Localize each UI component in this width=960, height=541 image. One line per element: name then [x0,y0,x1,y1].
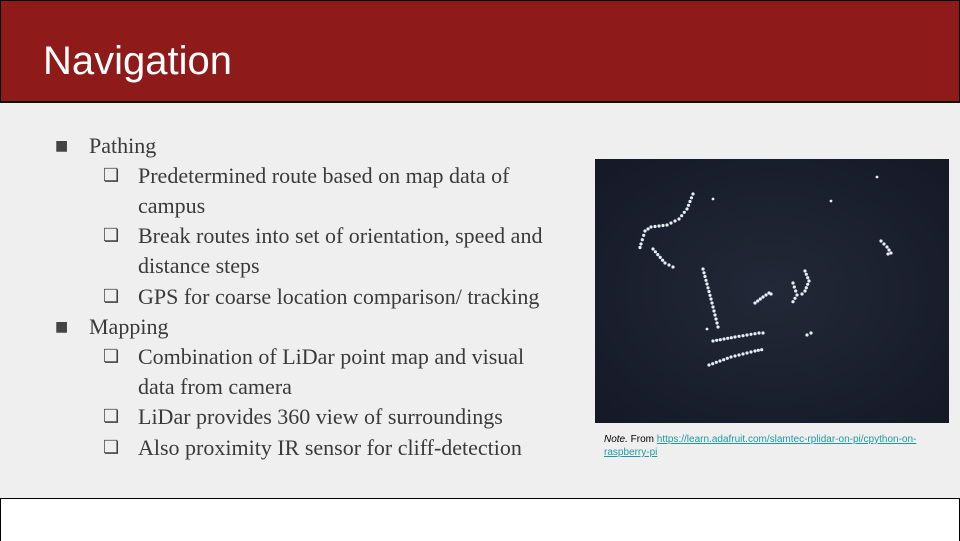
lidar-point [671,265,674,268]
sub-bullet-text: Predetermined route based on map data of [138,163,510,188]
footer-area [0,498,960,541]
sub-bullet [103,342,524,372]
sub-bullet [103,282,539,312]
lidar-point [646,227,649,230]
lidar-point [685,207,688,210]
lidar-point [761,331,764,334]
lidar-point [800,292,803,295]
lidar-point [753,332,756,335]
lidar-point [688,200,691,203]
lidar-point [803,269,806,272]
lidar-point [716,325,719,328]
lidar-point [702,271,705,274]
lidar-point [793,285,796,288]
lidar-point [639,242,642,245]
lidar-point [741,352,744,355]
sub-bullet [103,221,542,251]
box-bullet-icon: ❏ [103,437,120,458]
caption-note: Note. [604,434,628,445]
lidar-point [638,246,641,249]
lidar-point [649,225,652,228]
lidar-point [885,245,888,248]
lidar-point [806,283,809,286]
lidar-point [805,286,808,289]
bullet-label: Mapping [89,314,169,339]
figure-caption [604,433,949,459]
lidar-point [733,335,736,338]
lidar-point [719,338,722,341]
lidar-point [656,253,659,256]
bullet-mapping [55,312,168,342]
lidar-point [683,211,686,214]
lidar-point [757,349,760,352]
lidar-point [737,335,740,338]
lidar-point [726,337,729,340]
box-bullet-icon: ❏ [103,346,120,367]
lidar-point [761,295,764,298]
lidar-point [669,221,672,224]
lidar-point [680,214,683,217]
lidar-point [659,256,662,259]
lidar-point [687,204,690,207]
lidar-point [879,239,882,242]
lidar-point [805,273,808,276]
lidar-point [651,247,654,250]
lidar-point [641,238,644,241]
sub-bullet-continuation: distance steps [138,253,260,278]
box-bullet-icon: ❏ [103,165,120,186]
lidar-point [709,297,712,300]
lidar-point [760,348,763,351]
lidar-point-cloud [595,159,949,423]
sub-bullet-text: Also proximity IR sensor for cliff-detection [138,435,522,460]
sub-bullet-text: GPS for coarse location comparison/ tracking [138,284,540,309]
lidar-point [757,331,760,334]
lidar-point [701,267,704,270]
lidar-point [711,362,714,365]
lidar-point [749,350,752,353]
slide-title: Navigation [43,39,233,83]
lidar-point [749,333,752,336]
caption-from: From [627,434,657,445]
lidar-point [759,297,762,300]
lidar-point [889,251,892,254]
lidar-point [707,290,710,293]
lidar-point [712,198,715,201]
lidar-point [661,224,664,227]
lidar-point [756,299,759,302]
lidar-point [793,297,796,300]
lidar-point [753,301,756,304]
lidar-point [706,286,709,289]
lidar-point [730,336,733,339]
box-bullet-icon: ❏ [103,286,120,307]
source-link[interactable]: https://learn.adafruit.com/slamtec-rplidar-on-pi/cpython-on-raspberry-pi [604,434,917,458]
lidar-point [643,229,646,232]
sub-bullet [103,433,522,463]
lidar-point [710,301,713,304]
lidar-point [667,263,670,266]
lidar-point [807,279,810,282]
lidar-point [677,217,680,220]
lidar-point [722,337,725,340]
lidar-point [711,305,714,308]
lidar-point [661,259,664,262]
sub-bullet-text: Combination of LiDar point map and visual [138,344,525,369]
lidar-point [791,281,794,284]
lidar-point [715,339,718,342]
sub-bullet [103,161,509,191]
lidar-point [830,200,833,203]
sub-bullet-continuation: campus [138,193,206,218]
lidar-point [733,354,736,357]
box-bullet-icon: ❏ [103,406,120,427]
lidar-point [795,293,798,296]
lidar-point [805,333,808,336]
lidar-point [741,334,744,337]
lidar-point [673,219,676,222]
lidar-point [769,292,772,295]
lidar-point [729,355,732,358]
lidar-point [791,300,794,303]
lidar-point [703,275,706,278]
lidar-point [715,361,718,364]
lidar-point [707,363,710,366]
lidar-point [705,282,708,285]
lidar-point [706,328,709,331]
lidar-point [794,289,797,292]
lidar-point [876,176,879,179]
lidar-point [887,248,890,251]
lidar-point [657,224,660,227]
lidar-point [663,261,666,264]
lidar-point [691,192,694,195]
lidar-point [726,357,729,360]
lidar-point [704,279,707,282]
sub-bullet [103,402,503,432]
bullet-label: Pathing [89,133,157,158]
lidar-point [745,351,748,354]
lidar-point [753,349,756,352]
lidar-point [722,358,725,361]
box-bullet-icon: ❏ [103,225,120,246]
lidar-point [886,252,889,255]
lidar-point [714,317,717,320]
bullet-pathing [55,131,156,161]
lidar-point [713,313,716,316]
lidar-point [806,276,809,279]
lidar-point [745,333,748,336]
lidar-point [708,294,711,297]
lidar-point [803,289,806,292]
lidar-point [654,250,657,253]
lidar-point [882,242,885,245]
lidar-point [690,196,693,199]
lidar-point [653,225,656,228]
lidar-point [718,359,721,362]
lidar-point [665,223,668,226]
lidar-point [715,321,718,324]
lidar-point [642,234,645,237]
sub-bullet-text: Break routes into set of orientation, speed and [138,223,543,248]
lidar-point [712,309,715,312]
lidar-point [737,353,740,356]
lidar-scan-image [595,159,949,423]
lidar-point [764,293,767,296]
square-bullet-icon: ■ [55,319,69,335]
sub-bullet-text: LiDar provides 360 view of surroundings [138,404,503,429]
lidar-point [809,331,812,334]
lidar-point [711,339,714,342]
square-bullet-icon: ■ [55,138,69,154]
sub-bullet-continuation: data from camera [138,374,292,399]
